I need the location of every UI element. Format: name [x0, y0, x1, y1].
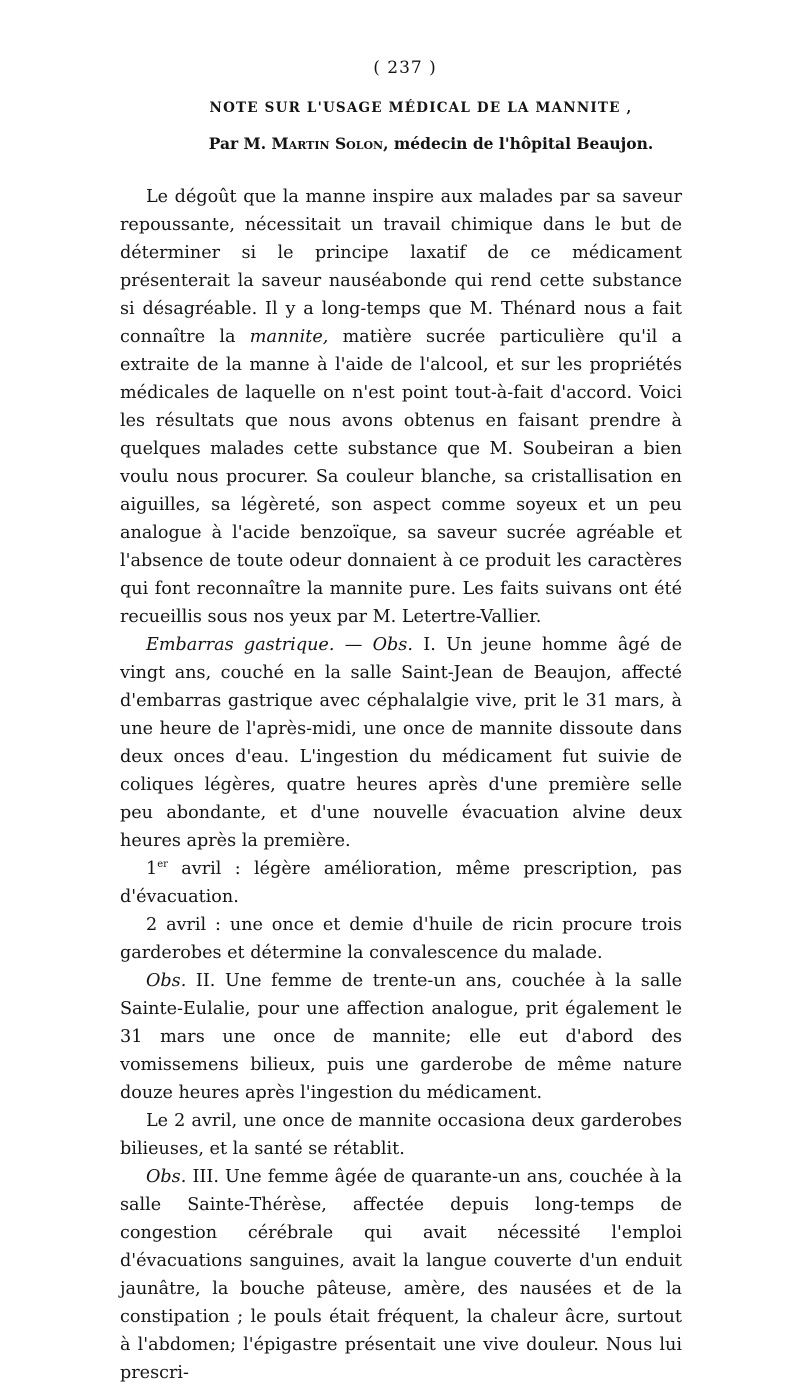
obs-1-text: I. Un jeune homme âgé de vingt ans, couché en la salle Saint-Jean de Beaujon, affecté d'embarras gastrique avec céphalalgie vive, prit le 31 mars, à une heure de l'après-midi, une once de mannite dissoute dans deux onces d'eau. L'ingestion du médicament fut suivie de coliques légères, quatre heures après d'une première selle peu abondante, et d'une nouvelle évacuation alvine deux heures après la première.	[120, 635, 682, 851]
paragraph-intro	[120, 183, 682, 631]
obs-3-text: III. Une femme âgée de quarante-un ans, couchée à la salle Sainte-Thérèse, affectée depuis long-temps de congestion cérébrale qui avait nécessité l'emploi d'évacuations sanguines, avait la langue couverte d'un enduit jaunâtre, la bouche pâteuse, amère, des nausées et de la constipation ; le pouls était fréquent, la chaleur âcre, surtout à l'abdomen; l'épigastre présentait une vive douleur. Nous lui prescri-	[120, 1167, 682, 1383]
page-number: ( 237 )	[373, 58, 437, 78]
byline-suffix: , médecin de l'hôpital Beaujon.	[383, 134, 654, 153]
mannite-term: mannite,	[249, 327, 329, 347]
article-title: NOTE SUR L'USAGE MÉDICAL DE LA MANNITE ,	[209, 100, 633, 116]
obs-1-heading: Embarras gastrique. — Obs.	[146, 635, 413, 655]
paragraph-obs-1	[120, 631, 682, 855]
byline-prefix: Par M.	[208, 134, 267, 153]
author-name: Martin Solon	[271, 134, 384, 153]
paragraph-obs-3	[120, 1163, 682, 1387]
byline	[180, 134, 682, 153]
paragraph-april-1	[120, 855, 682, 911]
obs-2-heading: Obs.	[146, 971, 187, 991]
paragraph-intro-text-b: matière sucrée particulière qu'il a extraite de la manne à l'aide de l'alcool, et sur les propriétés médicales de laquelle on n'est point tout-à-fait d'accord. Voici les résultats que nous avons obtenus en faisant prendre à quelques malades cette substance que M. Soubeiran a bien voulu nous procurer. Sa couleur blanche, sa cristallisation en aiguilles, sa légèreté, son aspect comme soyeux et un peu analogue à l'acide benzoïque, sa saveur sucrée agréable et l'absence de toute odeur donnaient à ce produit les caractères qui font reconnaître la mannite pure. Les faits suivans ont été recueillis sous nos yeux par M. Letertre-Vallier.	[120, 327, 682, 627]
april-1-text: avril : légère amélioration, même prescription, pas d'évacuation.	[120, 859, 683, 907]
paragraph-obs-2	[120, 967, 682, 1107]
paragraph-april-2: 2 avril : une once et demie d'huile de ricin procure trois garderobes et détermine la convalescence du malade.	[120, 915, 682, 963]
paragraph-obs-2-followup: Le 2 avril, une once de mannite occasiona deux garderobes bilieuses, et la santé se rétablit.	[120, 1111, 682, 1159]
obs-3-heading: Obs.	[146, 1167, 187, 1187]
paragraph-intro-text-a: Le dégoût que la manne inspire aux malades par sa saveur repoussante, nécessitait un travail chimique dans le but de déterminer si le principe laxatif de ce médicament présenterait la saveur nauséabonde qui rend cette substance si désagréable. Il y a long-temps que M. Thénard nous a fait connaître la	[120, 187, 682, 347]
april-1-number: 1	[146, 859, 158, 879]
april-1-superscript: er	[157, 859, 168, 871]
obs-2-text: II. Une femme de trente-un ans, couchée à la salle Sainte-Eulalie, pour une affection analogue, prit également le 31 mars une once de mannite; elle eut d'abord des vomissemens bilieux, puis une garderobe de même nature douze heures après l'ingestion du médicament.	[120, 971, 682, 1103]
